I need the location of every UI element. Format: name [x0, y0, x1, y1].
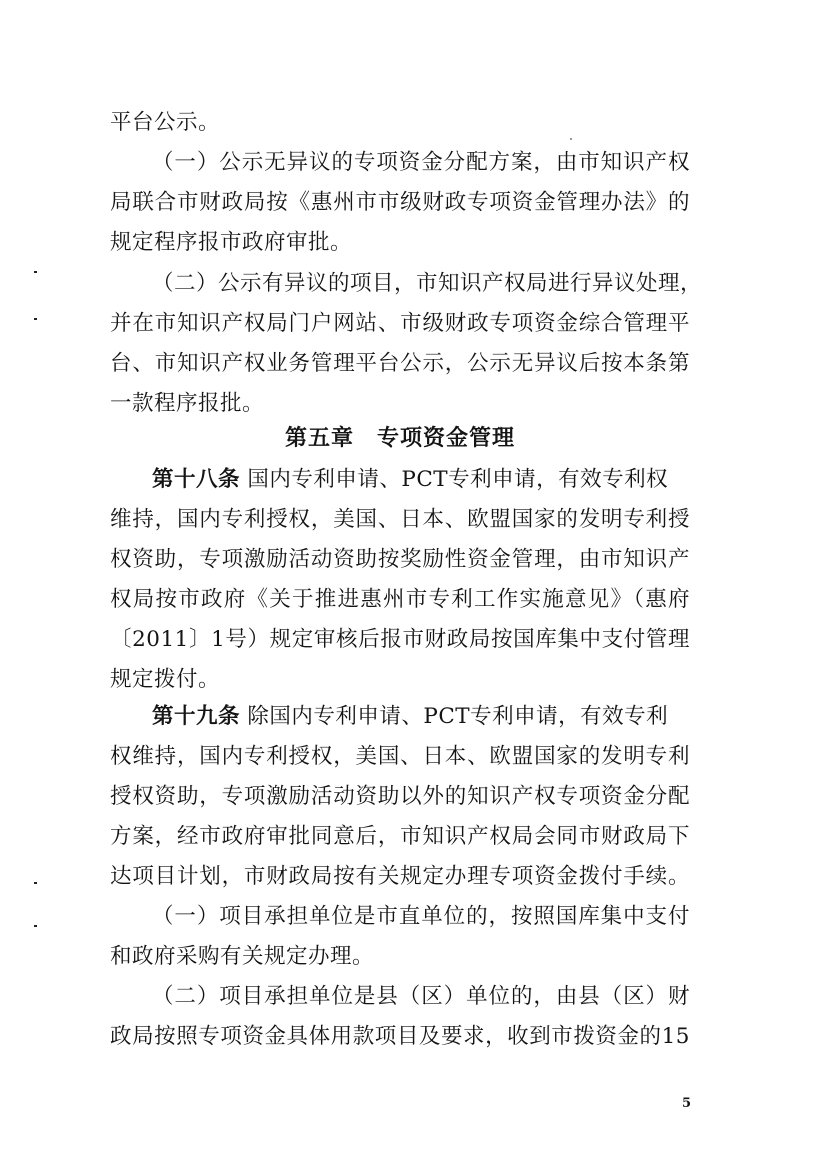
article-18-first-line	[152, 462, 690, 498]
scan-speck	[34, 925, 37, 927]
text-line: 〔2011〕1号）规定审核后报市财政局按国库集中支付管理	[110, 627, 690, 652]
text-fragment: 国内专利申请、PCT专利申请，有效专利权	[247, 467, 669, 492]
chapter-heading: 第五章 专项资金管理	[284, 426, 515, 451]
scan-speck	[570, 138, 572, 140]
scan-speck	[34, 271, 37, 273]
text-line: 规定程序报市政府审批。	[110, 230, 353, 255]
text-line: 局联合市财政局按《惠州市市级财政专项资金管理办法》的	[110, 190, 690, 215]
text-line: 方案，经市政府审批同意后，市知识产权局会同市财政局下	[110, 824, 690, 849]
text-line: 一款程序报批。	[110, 391, 265, 416]
article-19-first-line	[152, 699, 690, 735]
text-line: 平台公示。	[110, 110, 221, 135]
article-19-label: 第十九条	[152, 704, 241, 729]
text-line: 达项目计划，市财政局按有关规定办理专项资金拨付手续。	[110, 864, 690, 889]
page-number: 5	[682, 1096, 692, 1111]
text-line: 维持，国内专利授权，美国、日本、欧盟国家的发明专利授	[110, 507, 690, 532]
scan-speck	[34, 318, 37, 320]
text-line: （一）项目承担单位是市直单位的，按照国库集中支付	[152, 904, 690, 929]
text-line: 授权资助，专项激励活动资助以外的知识产权专项资金分配	[110, 784, 690, 809]
text-line: （一）公示无异议的专项资金分配方案，由市知识产权	[152, 150, 690, 175]
text-line: 台、市知识产权业务管理平台公示，公示无异议后按本条第	[110, 351, 690, 376]
text-line: （二）公示有异议的项目，市知识产权局进行异议处理，	[152, 271, 703, 296]
article-18-label: 第十八条	[152, 467, 241, 492]
scan-speck	[34, 882, 37, 884]
text-line: 权维持，国内专利授权，美国、日本、欧盟国家的发明专利	[110, 744, 690, 769]
text-line: （二）项目承担单位是县（区）单位的，由县（区）财	[152, 984, 690, 1009]
text-line: 规定拨付。	[110, 667, 221, 692]
text-line: 权资助，专项激励活动资助按奖励性资金管理，由市知识产	[110, 547, 690, 572]
text-fragment: 除国内专利申请、PCT专利申请，有效专利	[247, 704, 669, 729]
text-line: 政局按照专项资金具体用款项目及要求，收到市拨资金的15	[110, 1024, 690, 1049]
text-line: 权局按市政府《关于推进惠州市专利工作实施意见》（惠府	[110, 587, 690, 612]
text-line: 并在市知识产权局门户网站、市级财政专项资金综合管理平	[110, 311, 690, 336]
text-line: 和政府采购有关规定办理。	[110, 944, 375, 969]
